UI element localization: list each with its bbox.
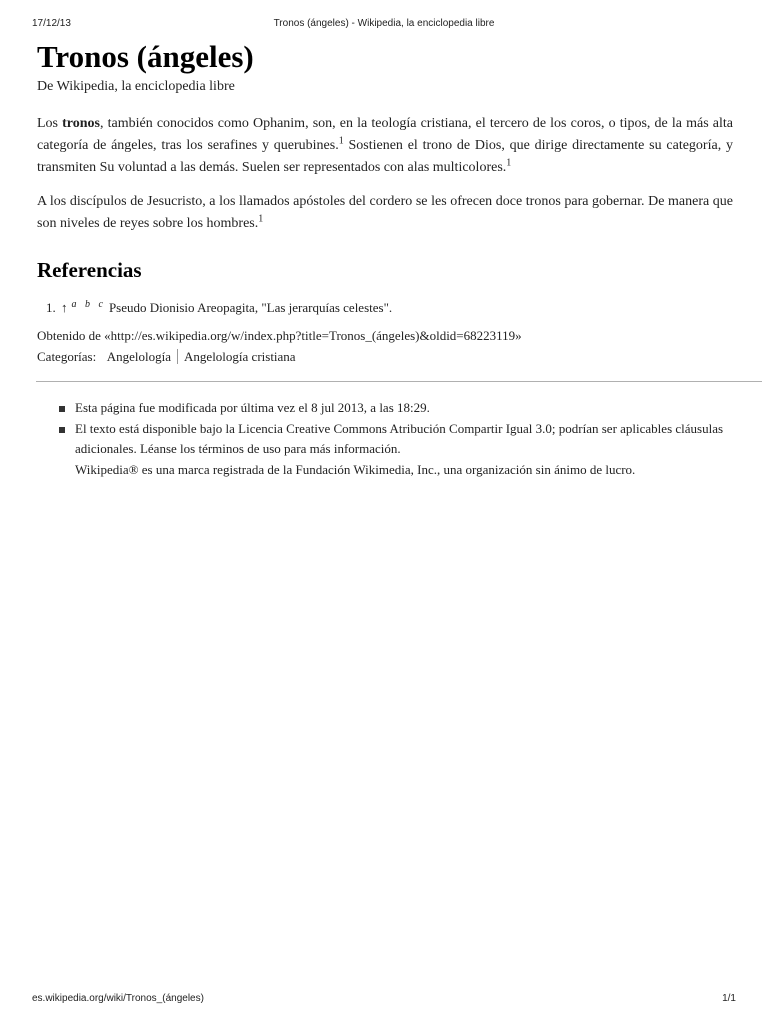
section-heading-references: Referencias: [37, 258, 142, 282]
category-link[interactable]: Angelología: [106, 349, 172, 364]
backlink-arrow-icon[interactable]: ↑: [61, 300, 68, 315]
print-header: [32, 18, 736, 32]
intro-bold-term: tronos: [62, 116, 100, 131]
paragraph-second: [37, 191, 733, 235]
intro-text-1: Los: [37, 116, 63, 131]
footer-info-item: [59, 398, 733, 419]
paragraph-intro: [37, 113, 733, 179]
print-date: 17/12/13: [32, 18, 71, 29]
footer-info-list: [37, 398, 733, 480]
page-title: Tronos (ángeles): [37, 39, 254, 74]
footer-divider: [36, 381, 762, 382]
site-tagline: De Wikipedia, la enciclopedia libre: [37, 79, 235, 94]
categories-bar: [37, 348, 733, 366]
intro-text-2: , también conocidos como Ophanim, son, en la teología cristiana, el tercero de los coros, o tipos, de la más alta categoría de ángeles, tras los serafines y querubines.: [37, 116, 734, 153]
second-text: A los discípulos de Jesucristo, a los llamados apóstoles del cordero se les ofrecen doce tronos para gobernar. De manera que son niveles de reyes sobre los hombres.: [37, 194, 733, 231]
footnote-ref[interactable]: 1: [506, 157, 512, 169]
license-text: El texto está disponible bajo la Licencia Creative Commons Atribución Compartir Igual 3.0; podrían ser aplicables cláusulas adicionales. Léanse los términos de uso para más información.: [75, 420, 724, 456]
print-url: es.wikipedia.org/wiki/Tronos_(ángeles): [32, 993, 204, 1004]
reference-item: [59, 299, 733, 317]
footnote-ref[interactable]: 1: [258, 213, 264, 225]
categories-label[interactable]: Categorías:: [37, 349, 97, 364]
article-content: [37, 36, 733, 480]
print-title: Tronos (ángeles) - Wikipedia, la enciclopedia libre: [273, 18, 495, 29]
reference-text: Pseudo Dionisio Areopagita, "Las jerarquías celestes".: [108, 300, 393, 315]
footer-info-item: [59, 419, 733, 481]
trademark-text: Wikipedia® es una marca registrada de la Fundación Wikimedia, Inc., una organización sin ánimo de lucro.: [75, 461, 636, 477]
print-page-number: 1/1: [722, 993, 736, 1004]
category-divider: [177, 349, 178, 364]
backlink-letters[interactable]: a b c: [71, 298, 106, 310]
last-modified-text: Esta página fue modificada por última vez el 8 jul 2013, a las 18:29.: [75, 400, 430, 415]
references-list: [37, 299, 733, 317]
footnote-ref[interactable]: 1: [338, 135, 344, 147]
print-footer: [32, 993, 736, 1007]
intro-text-3: Sostienen el trono de Dios, que dirige directamente su categoría, y transmiten Su voluntad a las demás. Suelen ser representados con alas multicolores.: [37, 138, 733, 175]
category-link[interactable]: Angelología cristiana: [184, 349, 296, 364]
retrieved-from: Obtenido de «http://es.wikipedia.org/w/index.php?title=Tronos_(ángeles)&oldid=68223119»: [37, 328, 522, 343]
bullet-icon: [59, 406, 65, 412]
bullet-icon: [59, 427, 65, 433]
